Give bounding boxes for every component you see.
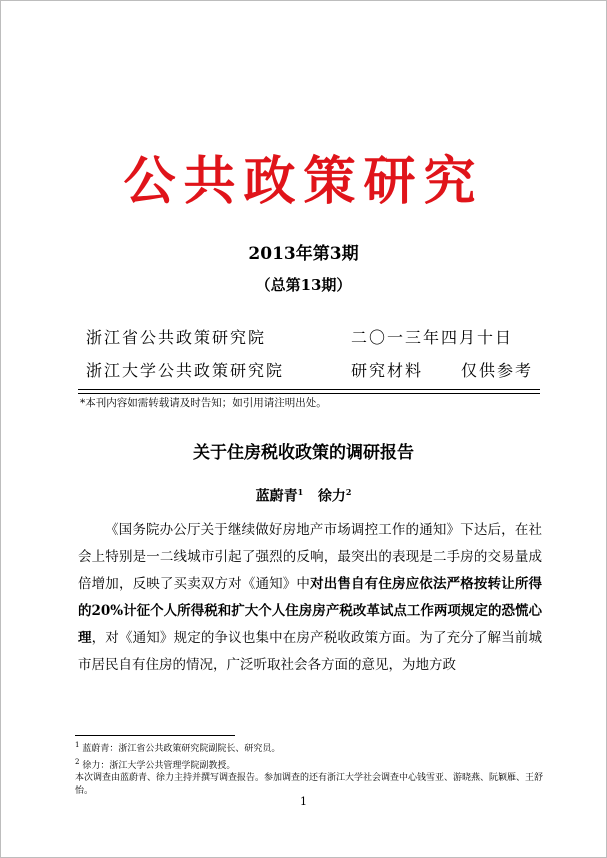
footnote-3: 本次调查由蓝蔚青、徐力主持并撰写调查报告。参加调查的还有浙江大学社会调查中心钱雪亚、游晓燕、阮颖雁、王舒怡。	[75, 773, 544, 796]
publisher-org-1: 浙江省公共政策研究院	[86, 328, 267, 347]
article-paragraph	[78, 517, 542, 679]
reprint-notice: *本刊内容如需转载请及时告知；如引用请注明出处。	[80, 397, 327, 409]
reference-label: 仅供参考	[461, 361, 534, 380]
footnote-2-mark: 2	[75, 757, 80, 766]
publisher-org-2: 浙江大学公共政策研究院	[86, 361, 285, 380]
footnote-1-text: 蓝蔚青：浙江省公共政策研究院副院长、研究员。	[82, 744, 281, 754]
author-line	[0, 483, 607, 506]
footnote-2-text: 徐力：浙江大学公共管理学院副教授。	[82, 760, 236, 771]
paragraph-text-a: 《国务院办公厅关于继续做好房地产市场调控工作的通知》下达后，在社会上特别是一二线城市引起了强烈的反响，最突出的表现是二手房的交易量成倍增加，反映了买卖双方对《通知》中	[78, 522, 542, 592]
article-title: 关于住房税收政策的调研报告	[193, 443, 414, 463]
header-divider	[78, 389, 540, 394]
issue-number: 2013年第3期	[248, 244, 359, 264]
footnotes	[75, 739, 545, 797]
author-2-footnote-mark: 2	[345, 487, 352, 497]
author-2: 徐力	[317, 488, 346, 505]
page-number: 1	[300, 795, 307, 808]
material-label: 研究材料	[351, 361, 424, 380]
paragraph-text-c: ，对《通知》规定的争议也集中在房产税收政策方面。为了充分了解当前城市居民自有住房的情况，广泛听取社会各方面的意见，为地方政	[78, 630, 543, 673]
author-1: 蓝蔚青	[255, 488, 298, 505]
masthead-title: 公共政策研究	[123, 152, 484, 212]
footnote-1-mark: 1	[75, 741, 80, 749]
author-1-footnote-mark: 1	[297, 487, 304, 497]
footnote-1	[75, 739, 545, 756]
paragraph-text-bold: 对出售自有住房应依法严格按转让所得的20%计征个人所得税和扩大个人住房房产税改革试点工作两项规定的恐慌心理	[78, 576, 543, 646]
footnote-divider	[75, 735, 235, 736]
total-issue-number: （总第13期）	[255, 276, 352, 294]
publish-date: 二〇一三年四月十日	[351, 328, 514, 347]
footnote-2	[75, 756, 545, 773]
